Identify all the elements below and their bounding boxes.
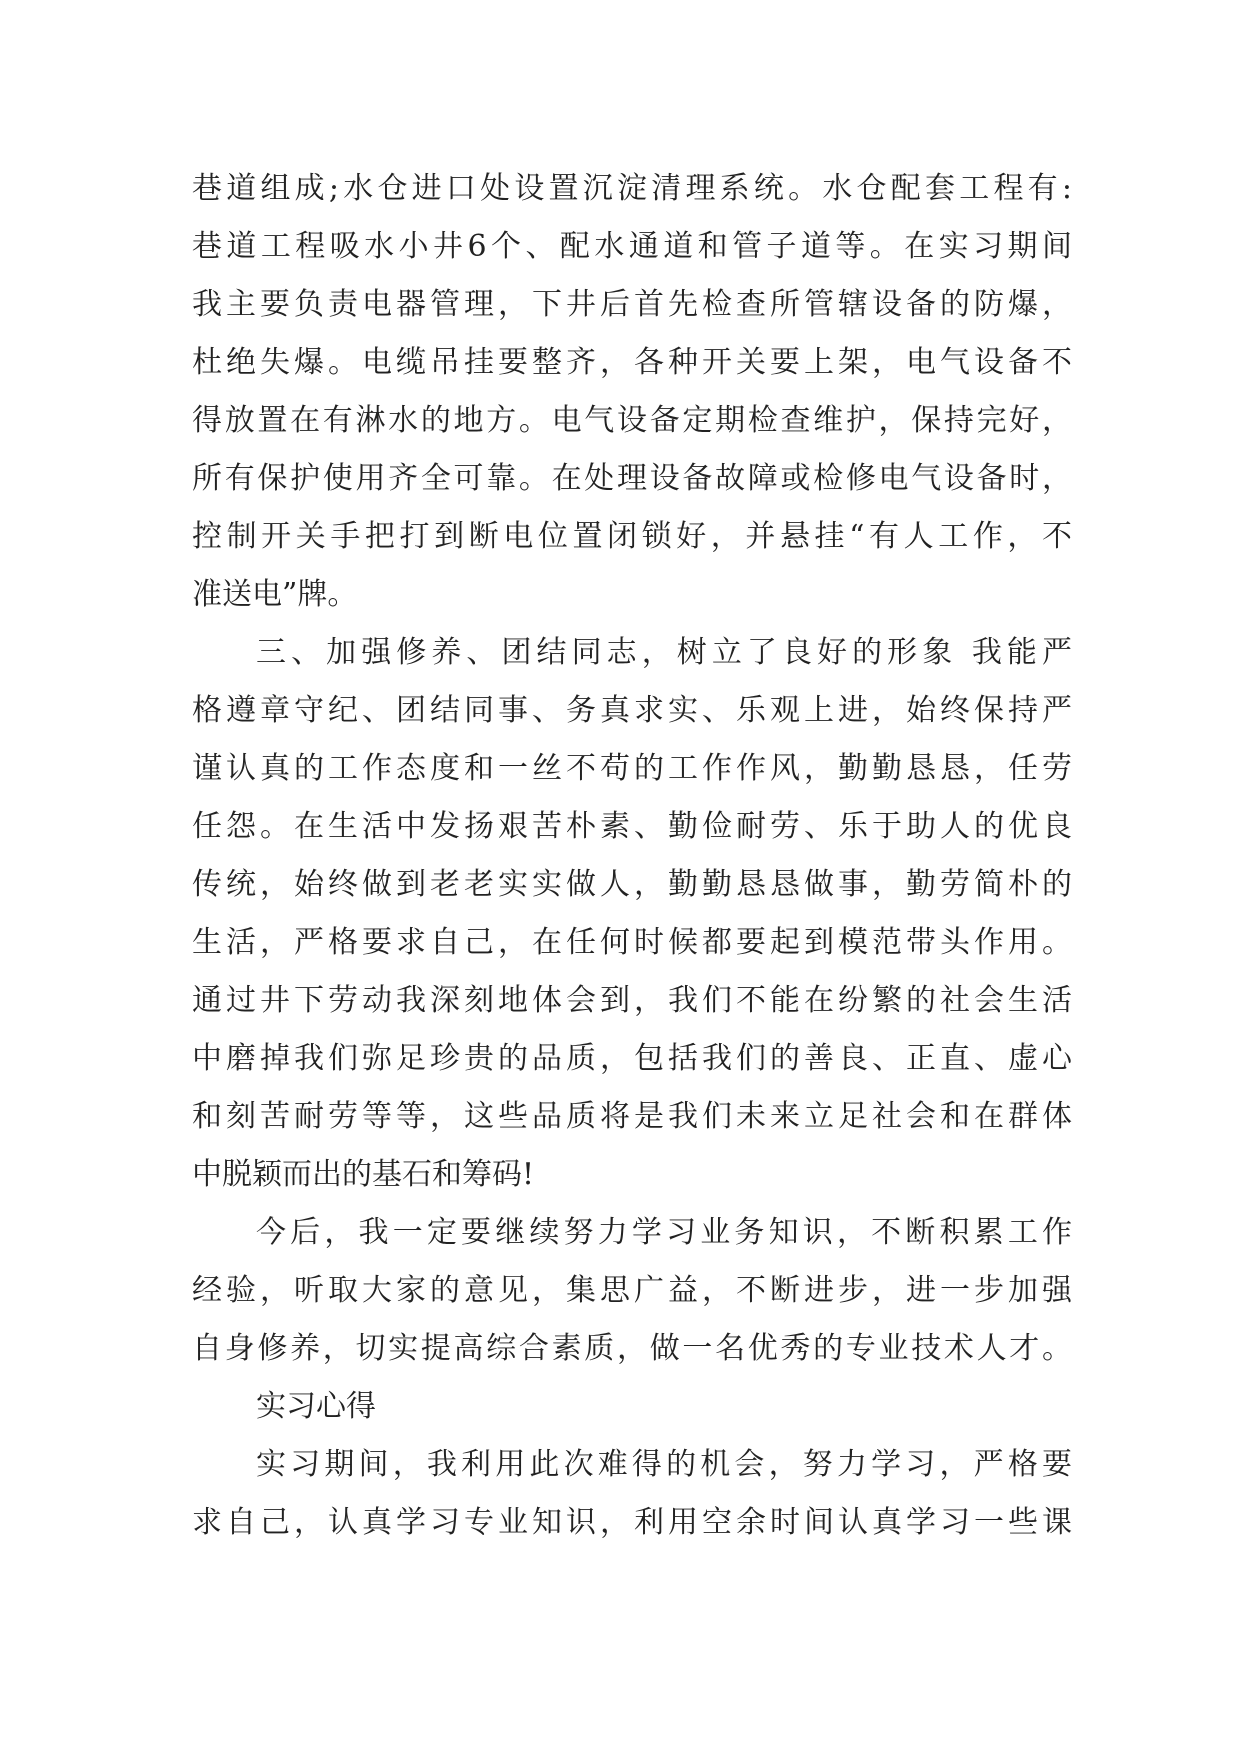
section-heading-line: 三、加强修养、团结同志，树立了良好的形象 我能严: [256, 635, 1072, 670]
text-line: 自身修养，切实提高综合素质，做一名优秀的专业技术人才。: [192, 1331, 1072, 1366]
text-line: 控制开关手把打到断电位置闭锁好，并悬挂“有人工作，不: [192, 519, 1072, 554]
text-line: 中磨掉我们弥足珍贵的品质，包括我们的善良、正直、虚心: [192, 1041, 1072, 1076]
text-line: 所有保护使用齐全可靠。在处理设备故障或检修电气设备时，: [192, 461, 1072, 496]
text-line: 格遵章守纪、团结同事、务真求实、乐观上进，始终保持严: [192, 693, 1072, 728]
text-line: 经验，听取大家的意见，集思广益，不断进步，进一步加强: [192, 1273, 1072, 1308]
text-line: 今后，我一定要继续努力学习业务知识，不断积累工作: [256, 1215, 1072, 1250]
text-line: 谨认真的工作态度和一丝不苟的工作作风，勤勤恳恳，任劳: [192, 751, 1072, 786]
text-line: 我主要负责电器管理，下井后首先检查所管辖设备的防爆，: [192, 287, 1072, 322]
text-line: 杜绝失爆。电缆吊挂要整齐，各种开关要上架，电气设备不: [192, 345, 1072, 380]
text-line: 中脱颖而出的基石和筹码!: [192, 1157, 535, 1192]
text-line: 通过井下劳动我深刻地体会到，我们不能在纷繁的社会生活: [192, 983, 1072, 1018]
document-body: [192, 160, 1072, 1552]
text-line: 准送电”牌。: [192, 577, 358, 612]
section-title: 实习心得: [256, 1389, 376, 1424]
text-line: 得放置在有淋水的地方。电气设备定期检查维护，保持完好，: [192, 403, 1072, 438]
text-line: 生活，严格要求自己，在任何时候都要起到模范带头作用。: [192, 925, 1072, 960]
text-line: 任怨。在生活中发扬艰苦朴素、勤俭耐劳、乐于助人的优良: [192, 809, 1072, 844]
text-line: 传统，始终做到老老实实做人，勤勤恳恳做事，勤劳简朴的: [192, 867, 1072, 902]
text-line: 巷道组成;水仓进口处设置沉淀清理系统。水仓配套工程有:: [192, 171, 1072, 206]
text-line: 巷道工程吸水小井6个、配水通道和管子道等。在实习期间: [192, 229, 1072, 264]
text-line: 实习期间，我利用此次难得的机会，努力学习，严格要: [256, 1447, 1072, 1482]
text-line: 求自己，认真学习专业知识，利用空余时间认真学习一些课: [192, 1505, 1072, 1540]
text-line: 和刻苦耐劳等等，这些品质将是我们未来立足社会和在群体: [192, 1099, 1072, 1134]
